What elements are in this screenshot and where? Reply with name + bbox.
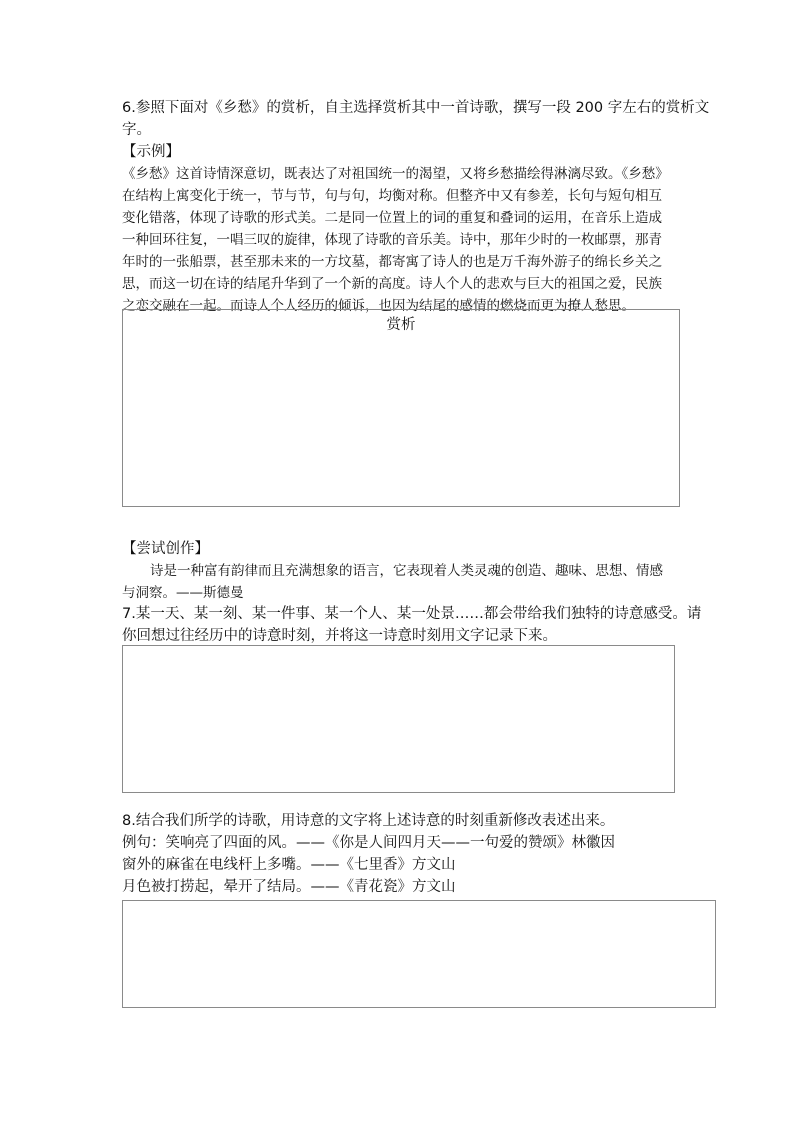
- rewrite-answer-box[interactable]: [122, 900, 716, 1008]
- appreciation-box-title: 赏析: [386, 317, 416, 333]
- quote-line-1: 诗是一种富有韵律而且充满想象的语言，它表现着人类灵魂的创造、趣味、思想、情感: [150, 563, 663, 579]
- example-header: 【示例】: [122, 144, 180, 160]
- example-text-line: 年时的一张船票，甚至那未来的一方坟墓，都寄寓了诗人的也是万千海外游子的绵长乡关之: [122, 254, 662, 270]
- appreciation-answer-box[interactable]: [122, 309, 680, 507]
- q7-prompt-line-1: 7.某一天、某一刻、某一件事、某一个人、某一处景……都会带给我们独特的诗意感受。请: [122, 606, 702, 622]
- q8-example-line: 窗外的麻雀在电线杆上多嘴。——《七里香》方文山: [122, 857, 456, 873]
- example-text-line: 思，而这一切在诗的结尾升华到了一个新的高度。诗人个人的悲欢与巨大的祖国之爱，民族: [122, 276, 662, 292]
- attempt-header: 【尝试创作】: [122, 541, 209, 557]
- example-text-line: 之恋交融在一起。而诗人个人经历的倾诉，也因为结尾的感情的燃烧而更为撩人愁思。: [122, 298, 635, 314]
- q6-prompt-line-2: 字。: [122, 122, 151, 138]
- example-text-line: 一种回环往复，一唱三叹的旋律，体现了诗歌的音乐美。诗中，那年少时的一枚邮票，那青: [122, 232, 662, 248]
- q8-example-line: 月色被打捞起，晕开了结局。——《青花瓷》方文山: [122, 879, 456, 895]
- example-text-line: 《乡愁》这首诗情深意切，既表达了对祖国统一的渴望，又将乡愁描绘得淋漓尽致。《乡愁》: [122, 166, 669, 182]
- example-text-line: 变化错落，体现了诗歌的形式美。二是同一位置上的词的重复和叠词的运用，在音乐上造成: [122, 210, 662, 226]
- q8-prompt-line-1: 8.结合我们所学的诗歌，用诗意的文字将上述诗意的时刻重新修改表述出来。: [122, 813, 615, 829]
- poetic-moment-answer-box[interactable]: [122, 645, 675, 793]
- q7-prompt-line-2: 你回想过往经历中的诗意时刻，并将这一诗意时刻用文字记录下来。: [122, 628, 557, 644]
- q6-prompt-line-1: 6.参照下面对《乡愁》的赏析，自主选择赏析其中一首诗歌，撰写一段 200 字左右的赏析文: [122, 100, 710, 116]
- quote-line-2: 与洞察。——斯德曼: [122, 585, 244, 601]
- q8-example-line: 例句：笑响亮了四面的风。——《你是人间四月天——一句爱的赞颂》林徽因: [122, 835, 615, 851]
- example-text-line: 在结构上寓变化于统一，节与节，句与句，均衡对称。但整齐中又有参差，长句与短句相互: [122, 188, 662, 204]
